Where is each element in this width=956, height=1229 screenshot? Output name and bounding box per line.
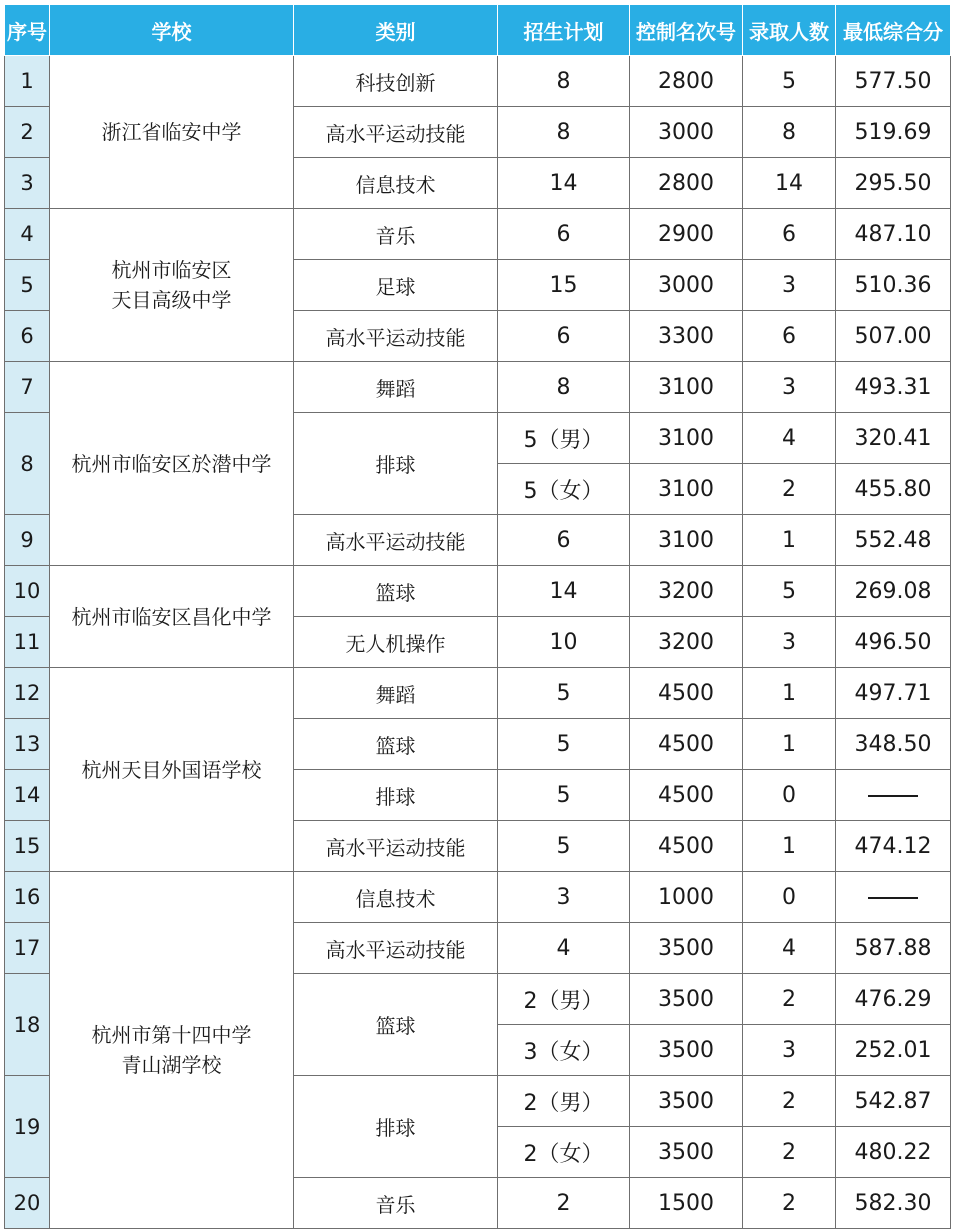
table-row [5,56,951,107]
plan-cell: 14 [498,566,630,617]
category-cell: 排球 [294,770,498,821]
school-name-cell [50,668,294,872]
row-number: 12 [5,668,50,719]
school-name-line: 天目高级中学 [111,288,232,312]
rank-cell: 3500 [630,1025,743,1076]
admitted-cell: 1 [743,515,836,566]
plan-cell: 10 [498,617,630,668]
rank-cell: 3500 [630,974,743,1025]
row-number: 13 [5,719,50,770]
rank-cell: 4500 [630,719,743,770]
category-cell: 篮球 [294,566,498,617]
plan-cell: 8 [498,56,630,107]
row-number: 4 [5,209,50,260]
admitted-cell: 6 [743,311,836,362]
category-cell: 排球 [294,413,498,515]
admitted-cell: 1 [743,719,836,770]
no-score-dash [868,795,918,797]
table-row [5,668,951,719]
admitted-cell: 3 [743,362,836,413]
row-number: 16 [5,872,50,923]
admission-table-wrapper [4,4,951,1229]
plan-cell: 15 [498,260,630,311]
admitted-cell: 0 [743,770,836,821]
category-cell: 信息技术 [294,158,498,209]
row-number: 19 [5,1076,50,1178]
school-name-line: 青山湖学校 [121,1053,222,1077]
category-cell: 高水平运动技能 [294,515,498,566]
category-cell: 足球 [294,260,498,311]
plan-cell: 2 [498,1178,630,1229]
category-cell: 高水平运动技能 [294,311,498,362]
admitted-cell: 4 [743,923,836,974]
admitted-cell: 3 [743,1025,836,1076]
category-cell: 高水平运动技能 [294,821,498,872]
admitted-cell: 1 [743,821,836,872]
min-score-cell: 497.71 [836,668,951,719]
min-score-cell: 487.10 [836,209,951,260]
rank-cell: 3300 [630,311,743,362]
plan-cell: 5 [498,770,630,821]
plan-cell: 5 [498,668,630,719]
min-score-cell: 519.69 [836,107,951,158]
min-score-cell: 320.41 [836,413,951,464]
school-name-cell [50,209,294,362]
min-score-cell: 269.08 [836,566,951,617]
table-row [5,566,951,617]
row-number: 11 [5,617,50,668]
admitted-cell: 8 [743,107,836,158]
header-rank: 控制名次号 [630,5,743,56]
header-school: 学校 [50,5,294,56]
admitted-cell: 2 [743,974,836,1025]
category-cell: 音乐 [294,209,498,260]
header-no: 序号 [5,5,50,56]
rank-cell: 3100 [630,413,743,464]
rank-cell: 4500 [630,668,743,719]
school-name-cell [50,566,294,668]
rank-cell: 3000 [630,107,743,158]
plan-cell: 2（男） [498,974,630,1025]
min-score-cell: 493.31 [836,362,951,413]
row-number: 3 [5,158,50,209]
header-plan: 招生计划 [498,5,630,56]
row-number: 2 [5,107,50,158]
school-name-line: 杭州市临安区 [111,258,232,282]
min-score-cell: 480.22 [836,1127,951,1178]
header-category: 类别 [294,5,498,56]
admitted-cell: 5 [743,566,836,617]
category-cell: 舞蹈 [294,668,498,719]
category-cell: 篮球 [294,719,498,770]
header-row [5,5,951,56]
plan-cell: 5（男） [498,413,630,464]
row-number: 8 [5,413,50,515]
table-row [5,209,951,260]
admitted-cell: 2 [743,1127,836,1178]
rank-cell: 3100 [630,515,743,566]
admitted-cell: 3 [743,260,836,311]
header-admitted: 录取人数 [743,5,836,56]
rank-cell: 3200 [630,566,743,617]
rank-cell: 3500 [630,1076,743,1127]
min-score-cell [836,770,951,821]
min-score-cell: 507.00 [836,311,951,362]
min-score-cell: 295.50 [836,158,951,209]
rank-cell: 3100 [630,362,743,413]
plan-cell: 8 [498,362,630,413]
admitted-cell: 2 [743,464,836,515]
min-score-cell: 582.30 [836,1178,951,1229]
no-score-dash [868,897,918,899]
plan-cell: 3 [498,872,630,923]
table-body [5,56,951,1229]
rank-cell: 2800 [630,56,743,107]
min-score-cell: 348.50 [836,719,951,770]
min-score-cell: 510.36 [836,260,951,311]
plan-cell: 6 [498,515,630,566]
school-name-line: 浙江省临安中学 [101,120,242,144]
rank-cell: 3100 [630,464,743,515]
row-number: 20 [5,1178,50,1229]
row-number: 5 [5,260,50,311]
category-cell: 科技创新 [294,56,498,107]
row-number: 10 [5,566,50,617]
plan-cell: 3（女） [498,1025,630,1076]
rank-cell: 2900 [630,209,743,260]
table-row [5,362,951,413]
school-name-line: 杭州市临安区於潜中学 [71,451,272,476]
school-name-cell [50,56,294,209]
category-cell: 高水平运动技能 [294,923,498,974]
category-cell: 篮球 [294,974,498,1076]
category-cell: 无人机操作 [294,617,498,668]
row-number: 6 [5,311,50,362]
school-name-line: 杭州天目外国语学校 [81,757,262,782]
row-number: 1 [5,56,50,107]
category-cell: 音乐 [294,1178,498,1229]
min-score-cell: 552.48 [836,515,951,566]
rank-cell: 1000 [630,872,743,923]
row-number: 14 [5,770,50,821]
header-min-score: 最低综合分 [836,5,951,56]
min-score-cell: 577.50 [836,56,951,107]
category-cell: 高水平运动技能 [294,107,498,158]
table-row [5,872,951,923]
plan-cell: 6 [498,311,630,362]
min-score-cell: 474.12 [836,821,951,872]
min-score-cell: 455.80 [836,464,951,515]
rank-cell: 3200 [630,617,743,668]
rank-cell: 4500 [630,770,743,821]
admitted-cell: 14 [743,158,836,209]
plan-cell: 5（女） [498,464,630,515]
admitted-cell: 2 [743,1178,836,1229]
admitted-cell: 1 [743,668,836,719]
min-score-cell: 542.87 [836,1076,951,1127]
admitted-cell: 6 [743,209,836,260]
min-score-cell: 587.88 [836,923,951,974]
min-score-cell: 496.50 [836,617,951,668]
plan-cell: 14 [498,158,630,209]
row-number: 17 [5,923,50,974]
min-score-cell [836,872,951,923]
school-name-line: 杭州市临安区昌化中学 [71,604,272,629]
plan-cell: 5 [498,719,630,770]
rank-cell: 3500 [630,1127,743,1178]
plan-cell: 2（男） [498,1076,630,1127]
row-number: 9 [5,515,50,566]
plan-cell: 4 [498,923,630,974]
min-score-cell: 252.01 [836,1025,951,1076]
plan-cell: 6 [498,209,630,260]
plan-cell: 2（女） [498,1127,630,1178]
plan-cell: 5 [498,821,630,872]
row-number: 7 [5,362,50,413]
min-score-cell: 476.29 [836,974,951,1025]
rank-cell: 2800 [630,158,743,209]
admitted-cell: 0 [743,872,836,923]
rank-cell: 3500 [630,923,743,974]
admitted-cell: 5 [743,56,836,107]
school-name-cell [50,872,294,1229]
rank-cell: 3000 [630,260,743,311]
school-name-line: 杭州市第十四中学 [91,1023,252,1047]
admitted-cell: 2 [743,1076,836,1127]
rank-cell: 1500 [630,1178,743,1229]
row-number: 15 [5,821,50,872]
category-cell: 信息技术 [294,872,498,923]
plan-cell: 8 [498,107,630,158]
category-cell: 舞蹈 [294,362,498,413]
rank-cell: 4500 [630,821,743,872]
category-cell: 排球 [294,1076,498,1178]
admission-table [4,4,951,1229]
admitted-cell: 3 [743,617,836,668]
row-number: 18 [5,974,50,1076]
school-name-cell [50,362,294,566]
admitted-cell: 4 [743,413,836,464]
